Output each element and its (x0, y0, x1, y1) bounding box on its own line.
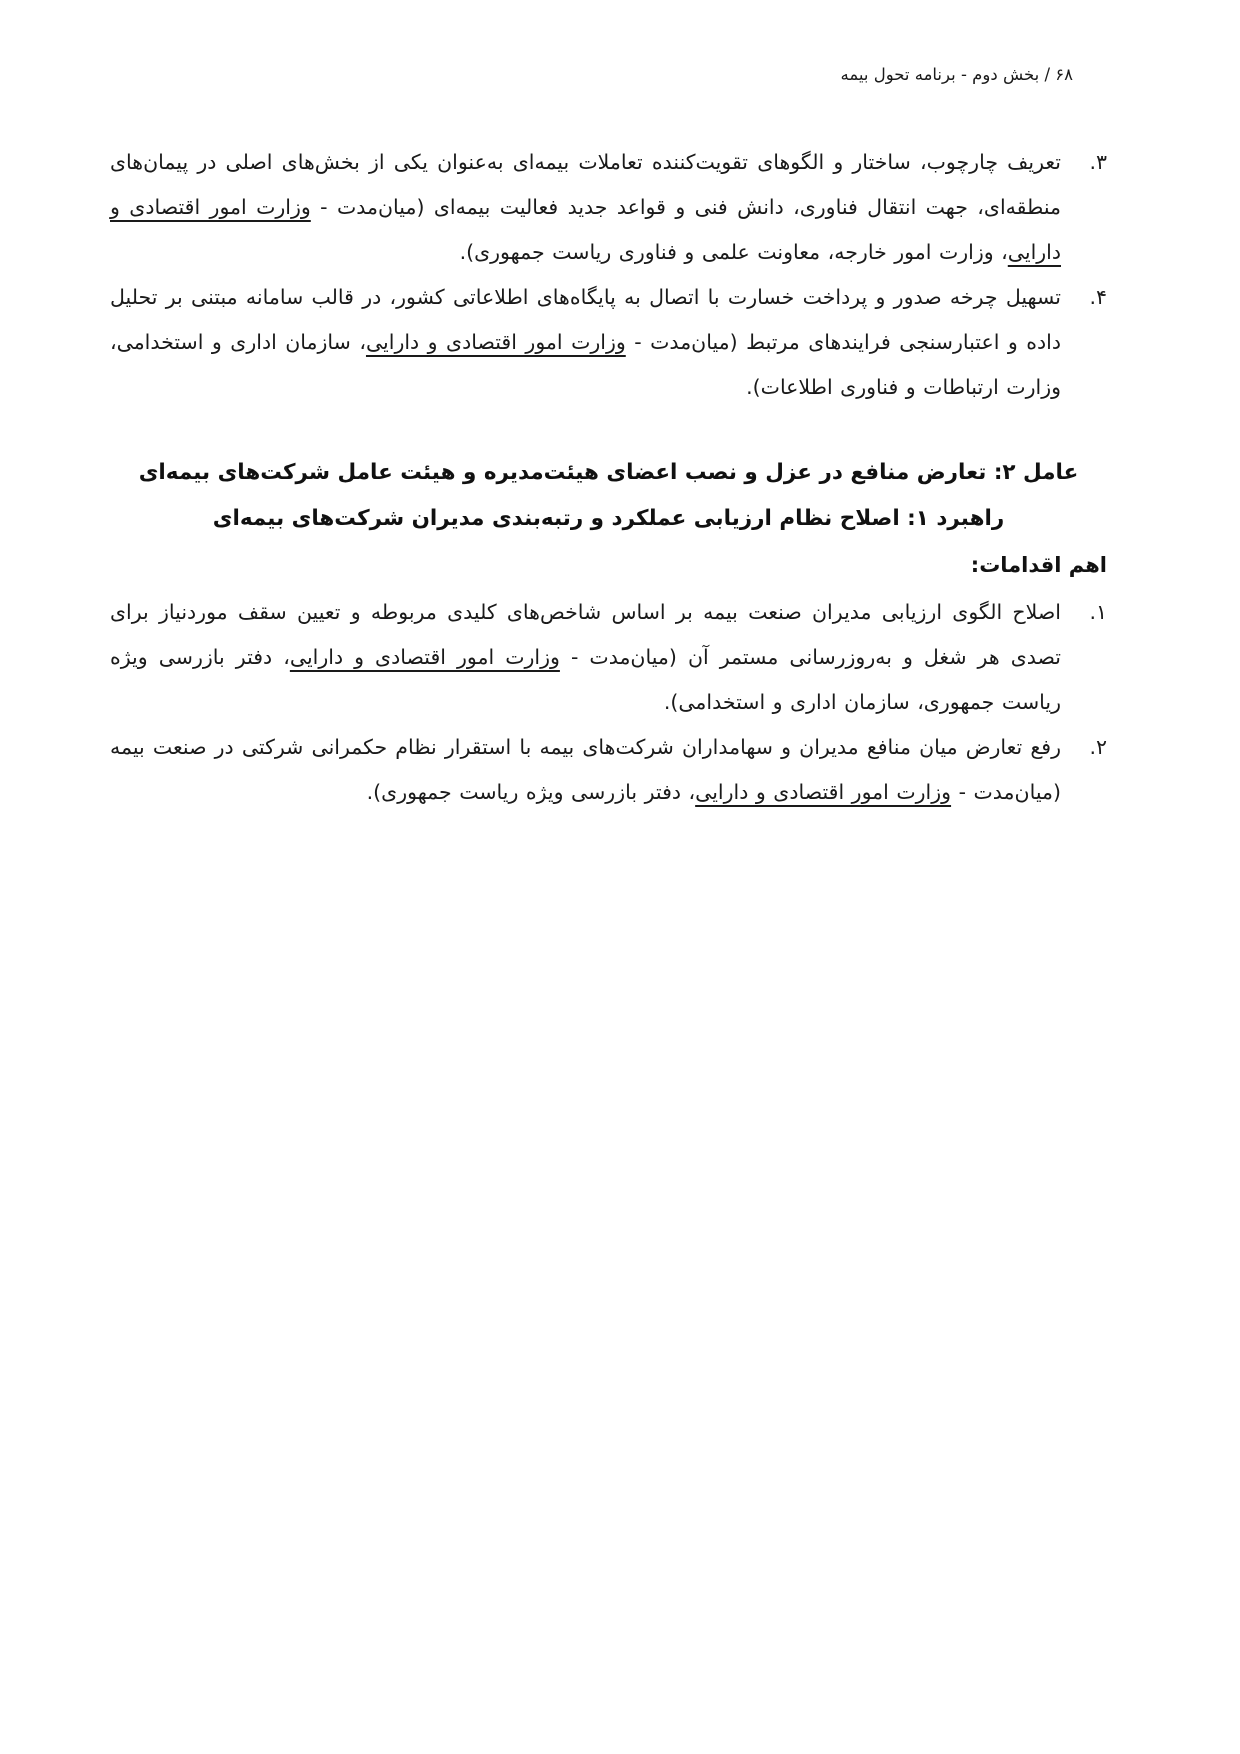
list-item (110, 275, 1107, 410)
numbered-list-actions (110, 590, 1107, 815)
section-heading-strategy: راهبرد ۱: اصلاح نظام ارزیابی عملکرد و رتبه‌بندی مدیران شرکت‌های بیمه‌ای (212, 506, 1005, 531)
list-item-number: ۳. (1089, 150, 1107, 174)
page-header: ۶۸ / بخش دوم - برنامه تحول بیمه (840, 65, 1073, 84)
section-heading-factor: عامل ۲: تعارض منافع در عزل و نصب اعضای هیئت‌مدیره و هیئت عامل شرکت‌های بیمه‌ای (138, 460, 1079, 485)
list-item-number: ۱. (1089, 600, 1107, 624)
list-item (110, 590, 1107, 725)
actions-label: اهم اقدامات: (970, 553, 1107, 577)
section-headings (110, 450, 1107, 588)
list-item-number: ۲. (1089, 735, 1107, 759)
numbered-list-top (110, 140, 1107, 410)
list-item-number: ۴. (1089, 285, 1107, 309)
list-item-text: اصلاح الگوی ارزیابی مدیران صنعت بیمه بر اساس شاخص‌های کلیدی مربوطه و تعیین سقف موردنیاز برای تصدی هر شغل و به‌روزرسانی مستمر آن (میان‌مدت - وزارت امور اقتصادی و دارایی، دفتر بازرسی ویژه ریاست جمهوری، سازمان اداری و استخدامی). (110, 600, 1061, 714)
list-item-text: رفع تعارض میان منافع مدیران و سهامداران شرکت‌های بیمه با استقرار نظام حکمرانی شرکتی در صنعت بیمه (میان‌مدت - وزارت امور اقتصادی و دارایی، دفتر بازرسی ویژه ریاست جمهوری). (110, 735, 1061, 804)
list-item-text: تعریف چارچوب، ساختار و الگوهای تقویت‌کننده تعاملات بیمه‌ای به‌عنوان یکی از بخش‌های اصلی در پیمان‌های منطقه‌ای، جهت انتقال فناوری، دانش فنی و قواعد جدید فعالیت بیمه‌ای (میان‌مدت - وزارت امور اقتصادی و دارایی، وزارت امور خارجه، معاونت علمی و فناوری ریاست جمهوری). (110, 150, 1062, 264)
list-item (110, 725, 1107, 815)
list-item-text: تسهیل چرخه صدور و پرداخت خسارت با اتصال به پایگاه‌های اطلاعاتی کشور، در قالب سامانه مبتنی بر تحلیل داده و اعتبارسنجی فرایندهای مرتبط (میان‌مدت - وزارت امور اقتصادی و دارایی، سازمان اداری و استخدامی، وزارت ارتباطات و فناوری اطلاعات). (110, 285, 1061, 399)
list-item (110, 140, 1107, 275)
page-content (110, 140, 1107, 815)
